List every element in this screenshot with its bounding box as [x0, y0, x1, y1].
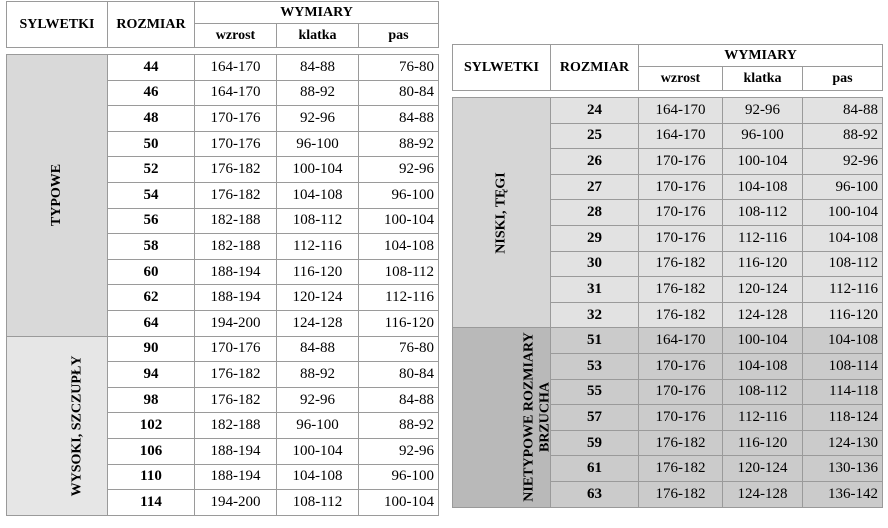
size-cell: 63	[551, 481, 639, 507]
chest-cell: 112-116	[723, 405, 803, 431]
left-table-body	[7, 55, 439, 516]
header-rozmiar: ROZMIAR	[551, 45, 639, 91]
waist-cell: 130-136	[803, 456, 883, 482]
silhouette-group-label	[7, 336, 108, 515]
height-cell: 188-194	[195, 259, 277, 285]
height-cell: 176-182	[195, 182, 277, 208]
size-cell: 98	[108, 387, 195, 413]
waist-cell: 96-100	[359, 464, 439, 490]
height-cell: 170-176	[195, 131, 277, 157]
header-wymiary: WYMIARY	[195, 2, 439, 24]
height-cell: 170-176	[639, 379, 723, 405]
height-cell: 176-182	[639, 302, 723, 328]
size-cell: 54	[108, 182, 195, 208]
waist-cell: 84-88	[803, 98, 883, 124]
chest-cell: 104-108	[723, 174, 803, 200]
header-rozmiar: ROZMIAR	[108, 2, 195, 48]
height-cell: 176-182	[639, 456, 723, 482]
chest-cell: 96-100	[277, 131, 359, 157]
size-cell: 55	[551, 379, 639, 405]
waist-cell: 108-114	[803, 353, 883, 379]
waist-cell: 96-100	[359, 182, 439, 208]
height-cell: 170-176	[639, 200, 723, 226]
size-cell: 64	[108, 310, 195, 336]
chest-cell: 84-88	[277, 55, 359, 81]
chest-cell: 104-108	[277, 464, 359, 490]
chest-cell: 96-100	[277, 413, 359, 439]
height-cell: 170-176	[195, 336, 277, 362]
chest-cell: 120-124	[723, 277, 803, 303]
height-cell: 176-182	[195, 157, 277, 183]
table-row	[7, 55, 439, 81]
table-row	[453, 328, 883, 354]
table-row	[453, 98, 883, 124]
height-cell: 188-194	[195, 285, 277, 311]
height-cell: 170-176	[639, 353, 723, 379]
size-cell: 110	[108, 464, 195, 490]
size-cell: 60	[108, 259, 195, 285]
chest-cell: 104-108	[723, 353, 803, 379]
waist-cell: 76-80	[359, 336, 439, 362]
waist-cell: 88-92	[359, 131, 439, 157]
height-cell: 170-176	[639, 405, 723, 431]
chest-cell: 116-120	[723, 430, 803, 456]
height-cell: 170-176	[639, 149, 723, 175]
chest-cell: 92-96	[277, 106, 359, 132]
height-cell: 194-200	[195, 490, 277, 516]
waist-cell: 92-96	[359, 157, 439, 183]
size-cell: 31	[551, 277, 639, 303]
height-cell: 188-194	[195, 464, 277, 490]
waist-cell: 92-96	[359, 438, 439, 464]
height-cell: 182-188	[195, 208, 277, 234]
size-cell: 102	[108, 413, 195, 439]
header-spacer	[453, 91, 883, 98]
size-cell: 52	[108, 157, 195, 183]
height-cell: 164-170	[195, 80, 277, 106]
chest-cell: 100-104	[723, 328, 803, 354]
chest-cell: 108-112	[723, 379, 803, 405]
header-sylwetki: SYLWETKI	[7, 2, 108, 48]
height-cell: 176-182	[639, 481, 723, 507]
height-cell: 176-182	[639, 277, 723, 303]
chest-cell: 88-92	[277, 362, 359, 388]
chest-cell: 100-104	[723, 149, 803, 175]
group-label-line: NIETYPOWE ROZMIARY	[521, 332, 537, 503]
waist-cell: 88-92	[359, 413, 439, 439]
size-cell: 62	[108, 285, 195, 311]
height-cell: 194-200	[195, 310, 277, 336]
size-cell: 61	[551, 456, 639, 482]
waist-cell: 114-118	[803, 379, 883, 405]
size-cell: 44	[108, 55, 195, 81]
group-label-text: NISKI, TĘGI	[493, 171, 509, 254]
chest-cell: 124-128	[723, 302, 803, 328]
size-cell: 24	[551, 98, 639, 124]
chest-cell: 108-112	[723, 200, 803, 226]
waist-cell: 118-124	[803, 405, 883, 431]
size-cell: 30	[551, 251, 639, 277]
right-table-body	[453, 98, 883, 508]
group-label-text	[522, 333, 554, 502]
waist-cell: 88-92	[803, 123, 883, 149]
waist-cell: 80-84	[359, 80, 439, 106]
height-cell: 170-176	[639, 174, 723, 200]
silhouette-group-label	[7, 55, 108, 337]
waist-cell: 108-112	[359, 259, 439, 285]
size-cell: 32	[551, 302, 639, 328]
waist-cell: 96-100	[803, 174, 883, 200]
header-klatka: klatka	[723, 67, 803, 91]
silhouette-group-label	[453, 98, 551, 328]
chest-cell: 100-104	[277, 157, 359, 183]
table-row	[7, 336, 439, 362]
size-table-left	[6, 1, 439, 516]
waist-cell: 116-120	[803, 302, 883, 328]
waist-cell: 76-80	[359, 55, 439, 81]
chest-cell: 100-104	[277, 438, 359, 464]
waist-cell: 136-142	[803, 481, 883, 507]
waist-cell: 116-120	[359, 310, 439, 336]
size-cell: 59	[551, 430, 639, 456]
chest-cell: 112-116	[723, 225, 803, 251]
size-cell: 56	[108, 208, 195, 234]
size-cell: 114	[108, 490, 195, 516]
waist-cell: 108-112	[803, 251, 883, 277]
chest-cell: 108-112	[277, 208, 359, 234]
group-label-line: BRZUCHA	[537, 382, 553, 453]
height-cell: 164-170	[195, 55, 277, 81]
chest-cell: 92-96	[723, 98, 803, 124]
height-cell: 176-182	[639, 430, 723, 456]
chest-cell: 116-120	[723, 251, 803, 277]
waist-cell: 100-104	[359, 490, 439, 516]
header-sylwetki: SYLWETKI	[453, 45, 551, 91]
height-cell: 176-182	[195, 362, 277, 388]
waist-cell: 100-104	[803, 200, 883, 226]
size-cell: 26	[551, 149, 639, 175]
chest-cell: 108-112	[277, 490, 359, 516]
size-cell: 58	[108, 234, 195, 260]
height-cell: 176-182	[195, 387, 277, 413]
waist-cell: 80-84	[359, 362, 439, 388]
waist-cell: 84-88	[359, 387, 439, 413]
chest-cell: 92-96	[277, 387, 359, 413]
chest-cell: 124-128	[723, 481, 803, 507]
chest-cell: 120-124	[723, 456, 803, 482]
group-label-text: TYPOWE	[48, 164, 64, 227]
chest-cell: 124-128	[277, 310, 359, 336]
silhouette-group-label	[453, 328, 551, 507]
waist-cell: 112-116	[359, 285, 439, 311]
waist-cell: 104-108	[359, 234, 439, 260]
size-cell: 27	[551, 174, 639, 200]
height-cell: 170-176	[639, 225, 723, 251]
size-cell: 28	[551, 200, 639, 226]
height-cell: 170-176	[195, 106, 277, 132]
header-pas: pas	[359, 24, 439, 48]
height-cell: 188-194	[195, 438, 277, 464]
waist-cell: 100-104	[359, 208, 439, 234]
height-cell: 182-188	[195, 234, 277, 260]
chest-cell: 84-88	[277, 336, 359, 362]
height-cell: 176-182	[639, 251, 723, 277]
size-cell: 106	[108, 438, 195, 464]
header-klatka: klatka	[277, 24, 359, 48]
size-cell: 48	[108, 106, 195, 132]
size-cell: 94	[108, 362, 195, 388]
header-wymiary: WYMIARY	[639, 45, 883, 67]
chest-cell: 104-108	[277, 182, 359, 208]
size-cell: 29	[551, 225, 639, 251]
size-cell: 53	[551, 353, 639, 379]
size-cell: 25	[551, 123, 639, 149]
chest-cell: 112-116	[277, 234, 359, 260]
waist-cell: 104-108	[803, 225, 883, 251]
header-wzrost: wzrost	[195, 24, 277, 48]
waist-cell: 104-108	[803, 328, 883, 354]
header-spacer	[7, 48, 439, 55]
size-cell: 90	[108, 336, 195, 362]
waist-cell: 92-96	[803, 149, 883, 175]
waist-cell: 124-130	[803, 430, 883, 456]
waist-cell: 112-116	[803, 277, 883, 303]
size-cell: 51	[551, 328, 639, 354]
height-cell: 182-188	[195, 413, 277, 439]
size-cell: 50	[108, 131, 195, 157]
chest-cell: 116-120	[277, 259, 359, 285]
height-cell: 164-170	[639, 328, 723, 354]
height-cell: 164-170	[639, 98, 723, 124]
chest-cell: 120-124	[277, 285, 359, 311]
chest-cell: 96-100	[723, 123, 803, 149]
group-label-text: WYSOKI, SZCZUPŁY	[69, 355, 85, 497]
height-cell: 164-170	[639, 123, 723, 149]
chest-cell: 88-92	[277, 80, 359, 106]
waist-cell: 84-88	[359, 106, 439, 132]
header-wzrost: wzrost	[639, 67, 723, 91]
size-table-right	[452, 44, 883, 508]
size-cell: 57	[551, 405, 639, 431]
header-pas: pas	[803, 67, 883, 91]
size-cell: 46	[108, 80, 195, 106]
